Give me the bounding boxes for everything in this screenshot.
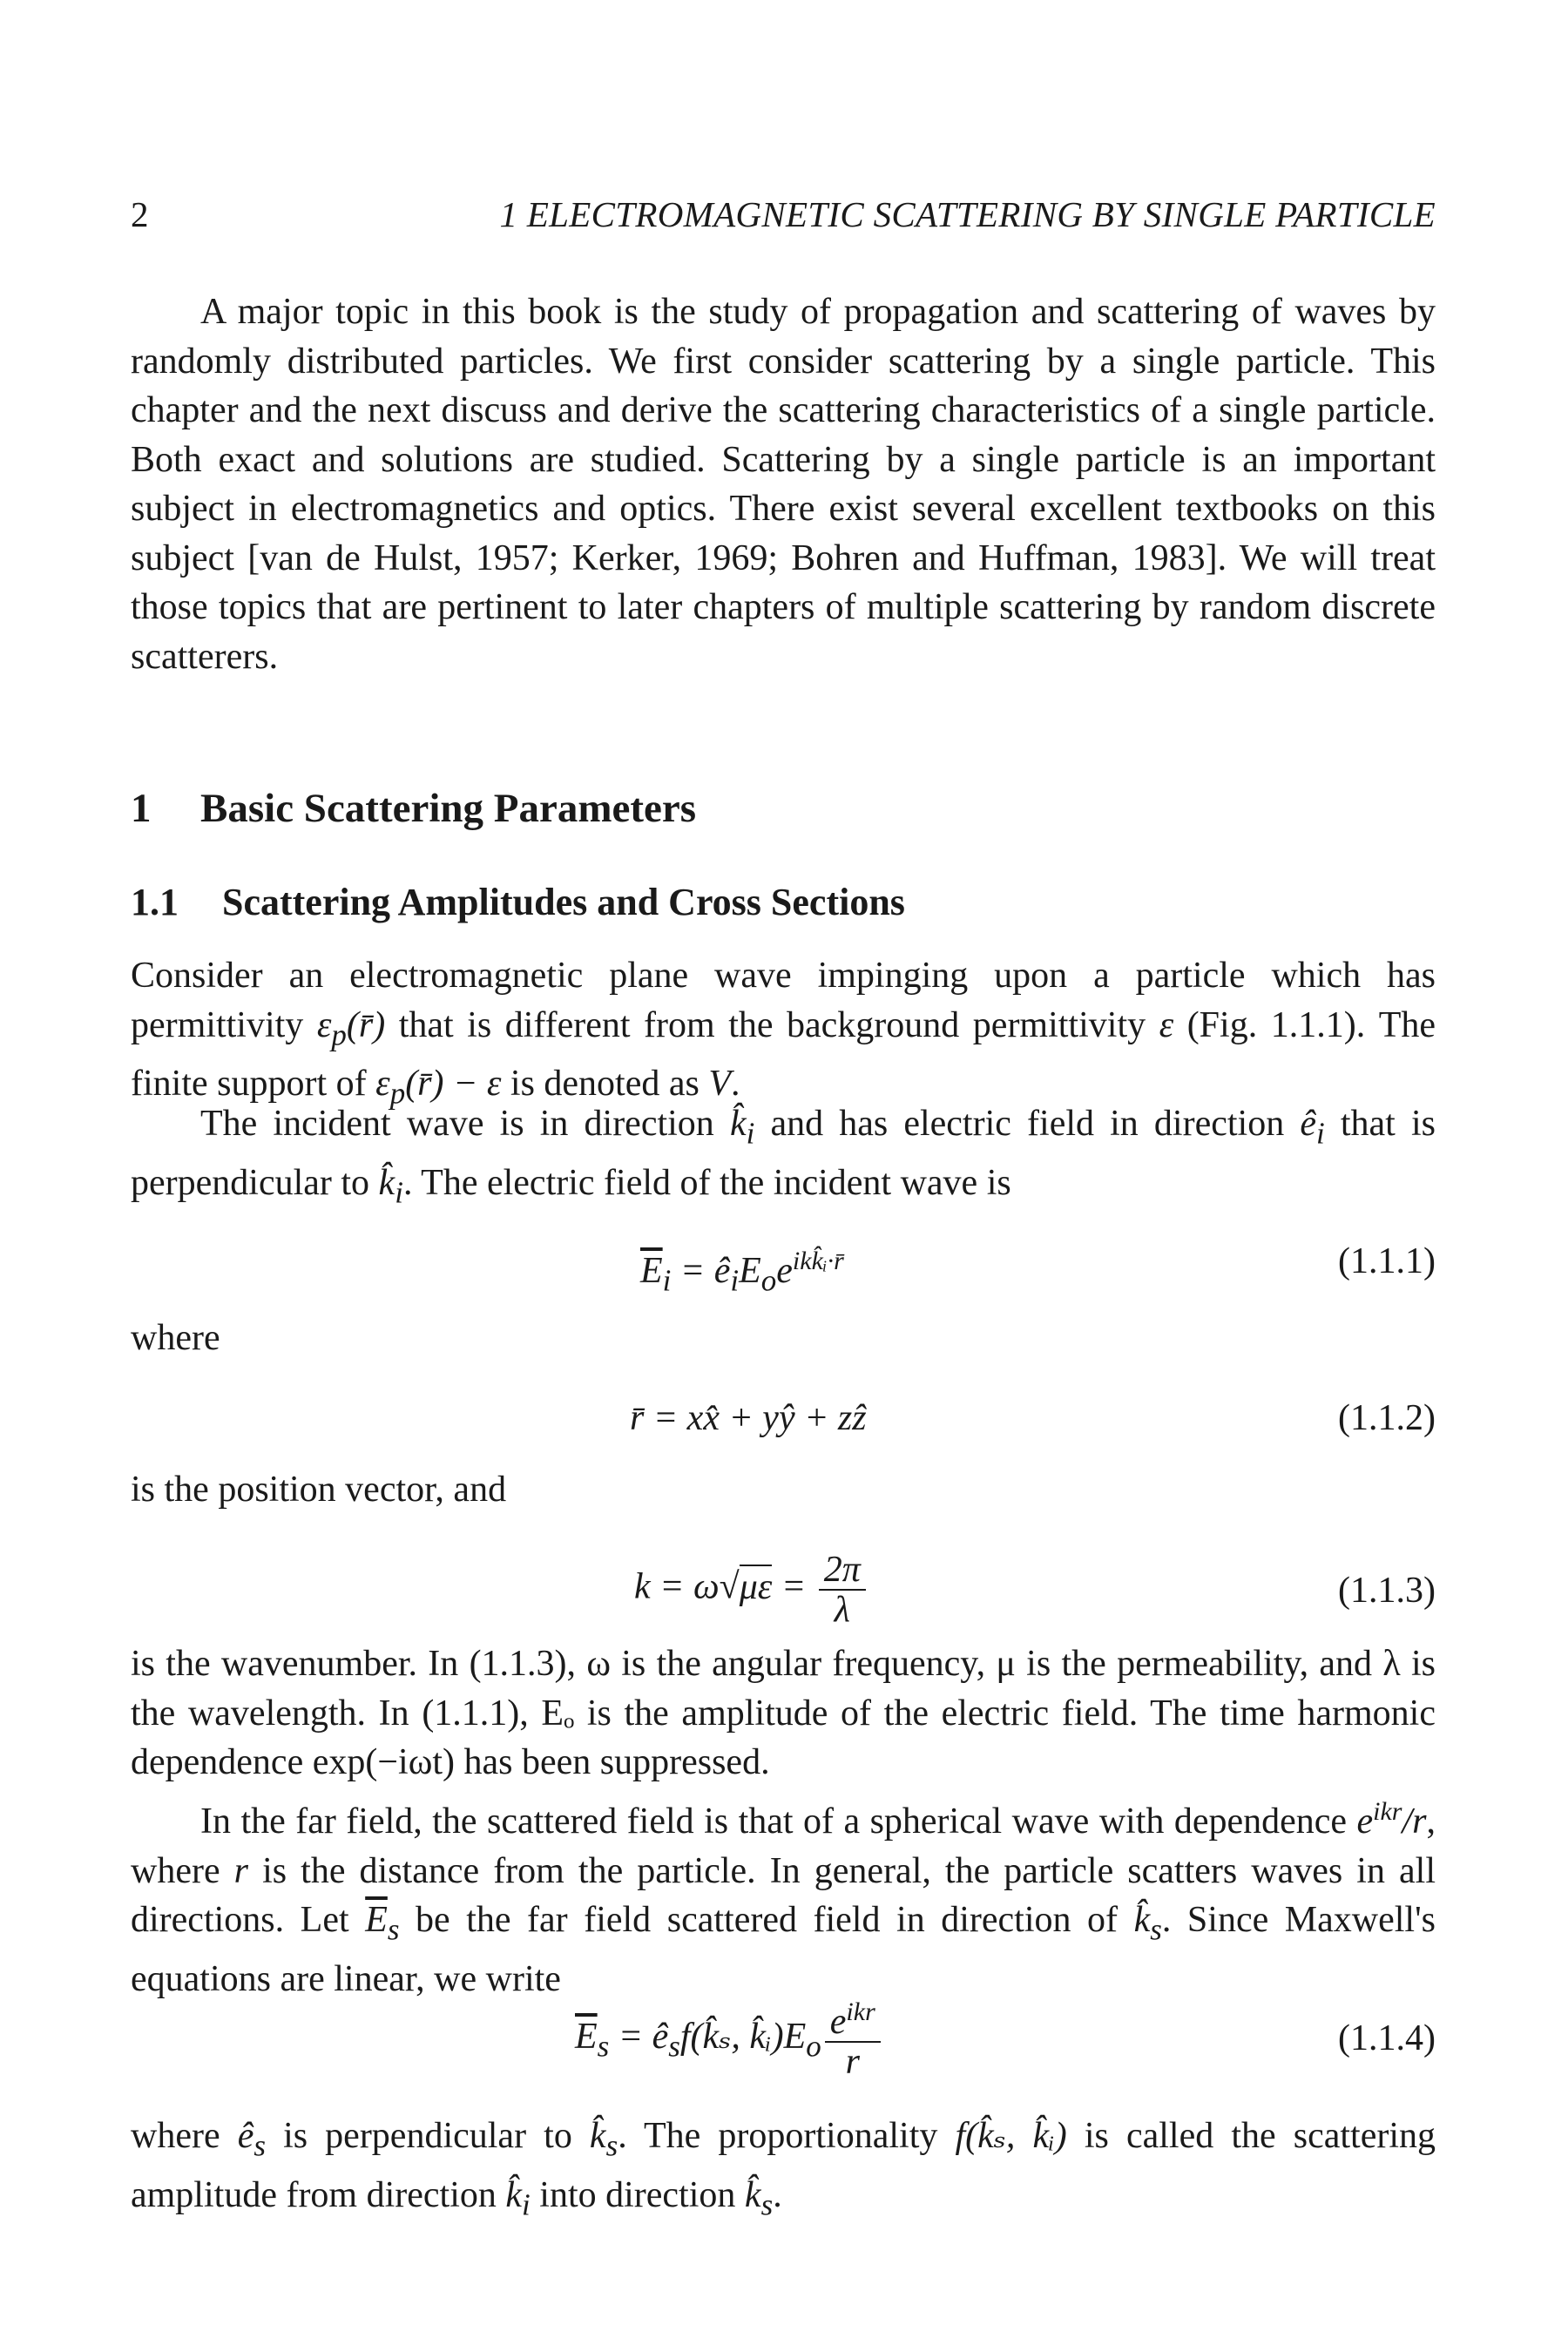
text-run: where — [131, 2116, 238, 2156]
math-sub: i — [522, 2187, 531, 2222]
math-sub: i — [395, 1175, 403, 1210]
text-run: . The proportionality — [618, 2116, 956, 2156]
text-run: In the far field, the scattered field is that of a spherical wave with dependence — [200, 1801, 1357, 1842]
math-k-hat: k̂ — [589, 2116, 606, 2156]
math-sup: ikr — [846, 1997, 875, 2026]
math-sub: s — [760, 2187, 774, 2222]
equation-number: (1.1.1) — [1338, 1241, 1436, 1281]
paragraph-permittivity — [131, 951, 1436, 1119]
math-r: r — [233, 1850, 249, 1891]
page-number: 2 — [131, 194, 149, 234]
page-header — [131, 190, 1436, 239]
math-term: f(k̂ₛ, k̂ᵢ)E — [679, 2017, 807, 2058]
math-term: E — [739, 1251, 761, 1291]
text-run: is the distance from the particle. In general, the particle scatters waves in all directions. Let — [131, 1850, 1436, 1940]
text-run: Consider an electromagnetic plane wave impinging upon a particle which has permittivity — [131, 956, 1436, 1045]
text-run: . — [773, 2174, 782, 2215]
subsection-number: 1.1 — [131, 881, 179, 923]
section-number: 1 — [131, 786, 152, 831]
text-run: into direction — [530, 2174, 745, 2215]
label-position-vector: is the position vector, and — [131, 1470, 507, 1510]
math-sub: s — [597, 2029, 610, 2064]
math-k-hat: k̂ — [1133, 1900, 1151, 1940]
paragraph-wavenumber: is the wavenumber. In (1.1.3), ω is the angular frequency, μ is the permeability, and λ is the wavelength. In (1.1.1), Eₒ is the amplitude of the electric field. The time harmonic dependence exp(−iωt) has been suppressed. — [131, 1644, 1436, 1782]
fraction-denominator: r — [845, 2042, 860, 2083]
math-sub: i — [662, 1263, 672, 1298]
math-sub: s — [605, 2128, 618, 2163]
equation-expression — [640, 1235, 844, 1307]
math-k-hat: k̂ — [744, 2174, 761, 2215]
math-sub: s — [668, 2029, 680, 2064]
math-sub: s — [253, 2128, 266, 2163]
equation-number: (1.1.3) — [1338, 1571, 1436, 1611]
section-title: Basic Scattering Parameters — [200, 786, 697, 831]
equation-number: (1.1.2) — [1338, 1398, 1436, 1438]
text-run: The incident wave is in direction — [200, 1104, 730, 1144]
text-run: is denoted as — [501, 1064, 709, 1105]
text-run: be the far field scattered field in direction of — [399, 1900, 1134, 1940]
label-where: where — [131, 1318, 220, 1358]
text-run: . The electric field of the incident wave is — [402, 1162, 1011, 1203]
math-root: με — [740, 1565, 773, 1607]
text-run: . Since Maxwell's equations are linear, we write — [131, 1900, 1436, 1999]
text-run: that is different from the background permittivity — [385, 1004, 1159, 1045]
math-e-hat: ê — [237, 2116, 254, 2156]
text-run: , where — [131, 1801, 1436, 1891]
equation-1-1-4 — [131, 1995, 1436, 2082]
math-k-hat: k̂ — [505, 2174, 523, 2215]
math-sub: o — [760, 1263, 777, 1298]
math-k-hat: k̂ — [378, 1162, 395, 1203]
paragraph-far-field — [131, 1788, 1436, 2004]
math-epsilon: ε — [375, 1064, 390, 1105]
math-volume: V — [708, 1064, 732, 1105]
math-sup: ikk̂ᵢ·r̄ — [792, 1247, 844, 1275]
paragraph-scattering-amplitude — [131, 2112, 1436, 2230]
math-sup: ikr — [1373, 1797, 1402, 1826]
text-run: and has electric field in direction — [754, 1104, 1301, 1144]
paragraph-incident-wave — [131, 1099, 1436, 1218]
math-epsilon: ε — [1159, 1004, 1174, 1045]
equation-1-1-1 — [131, 1235, 1436, 1298]
math-sub: s — [387, 1912, 400, 1947]
text-run: is perpendicular to — [265, 2116, 590, 2156]
math-term: = — [772, 1566, 815, 1607]
math-term: e — [776, 1251, 793, 1291]
math-sub: i — [730, 1263, 740, 1298]
subsection-title: Scattering Amplitudes and Cross Sections — [222, 881, 905, 923]
equation-expression — [575, 1998, 884, 2081]
math-arg: (r̄) — [346, 1004, 386, 1045]
math-sub: i — [746, 1116, 755, 1151]
equation-expression: k = ω√με = $\frac{2\pi}{\lambda}$ — [634, 1551, 869, 1629]
text-run: is called the scattering amplitude from direction — [131, 2116, 1436, 2215]
math-amplitude: f(k̂ₛ, k̂ᵢ) — [955, 2116, 1067, 2156]
section-heading — [131, 782, 696, 835]
math-e-vector: $\overline{E}$ — [365, 1900, 388, 1940]
math-term: /r — [1402, 1801, 1427, 1842]
math-epsilon: ε — [316, 1004, 332, 1045]
math-e-vector: $\overline{E}$ — [640, 1251, 663, 1291]
fraction-denominator: λ — [834, 1590, 850, 1631]
intro-paragraph: A major topic in this book is the study of propagation and scattering of waves by randomly distributed particles. We first consider scattering by a single particle. This chapter and the next discuss and derive the scattering characteristics of a single particle. Both exact and solutions are studied. Scattering by a single particle is an important subject in electromagnetics and optics. There exist several excellent textbooks on this subject [van de Hulst, 1957; Kerker, 1969; Bohren and Huffman, 1983]. We will treat those topics that are pertinent to later chapters of multiple scattering by random discrete scatterers. — [131, 292, 1436, 677]
math-fraction — [825, 1998, 881, 2081]
math-term: = ê — [671, 1251, 731, 1291]
equation-1-1-2 — [131, 1392, 1436, 1444]
equation-expression: r̄ = xx̂ + yŷ + zẑ — [630, 1398, 867, 1438]
math-term: e — [829, 2002, 847, 2042]
text-run: . — [731, 1064, 740, 1105]
fraction-numerator — [825, 1998, 881, 2043]
math-e-vector: $\overline{E}$ — [575, 2017, 598, 2058]
text-run: (Fig. 1.1.1). The finite support of — [131, 1004, 1436, 1105]
math-arg: (r̄) − ε — [405, 1064, 502, 1105]
math-exp: e — [1356, 1801, 1374, 1842]
math-sub: p — [389, 1076, 406, 1111]
text-run: that is perpendicular to — [131, 1104, 1436, 1203]
math-term: = ê — [609, 2017, 669, 2058]
equation-number: (1.1.4) — [1338, 2018, 1436, 2058]
math-sub: i — [1316, 1116, 1325, 1151]
math-sub: p — [331, 1017, 347, 1051]
math-term: k = ω — [634, 1566, 720, 1607]
math-k-hat: k̂ — [729, 1104, 747, 1144]
math-sub: o — [806, 2029, 821, 2064]
equation-1-1-3 — [131, 1551, 1436, 1629]
subsection-heading — [131, 876, 905, 929]
math-sub: s — [1150, 1912, 1162, 1947]
running-title: 1 ELECTROMAGNETIC SCATTERING BY SINGLE PARTICLE — [499, 194, 1436, 234]
fraction-numerator: 2π — [819, 1551, 866, 1591]
math-e-hat: ê — [1300, 1104, 1316, 1144]
math-fraction — [819, 1551, 866, 1629]
